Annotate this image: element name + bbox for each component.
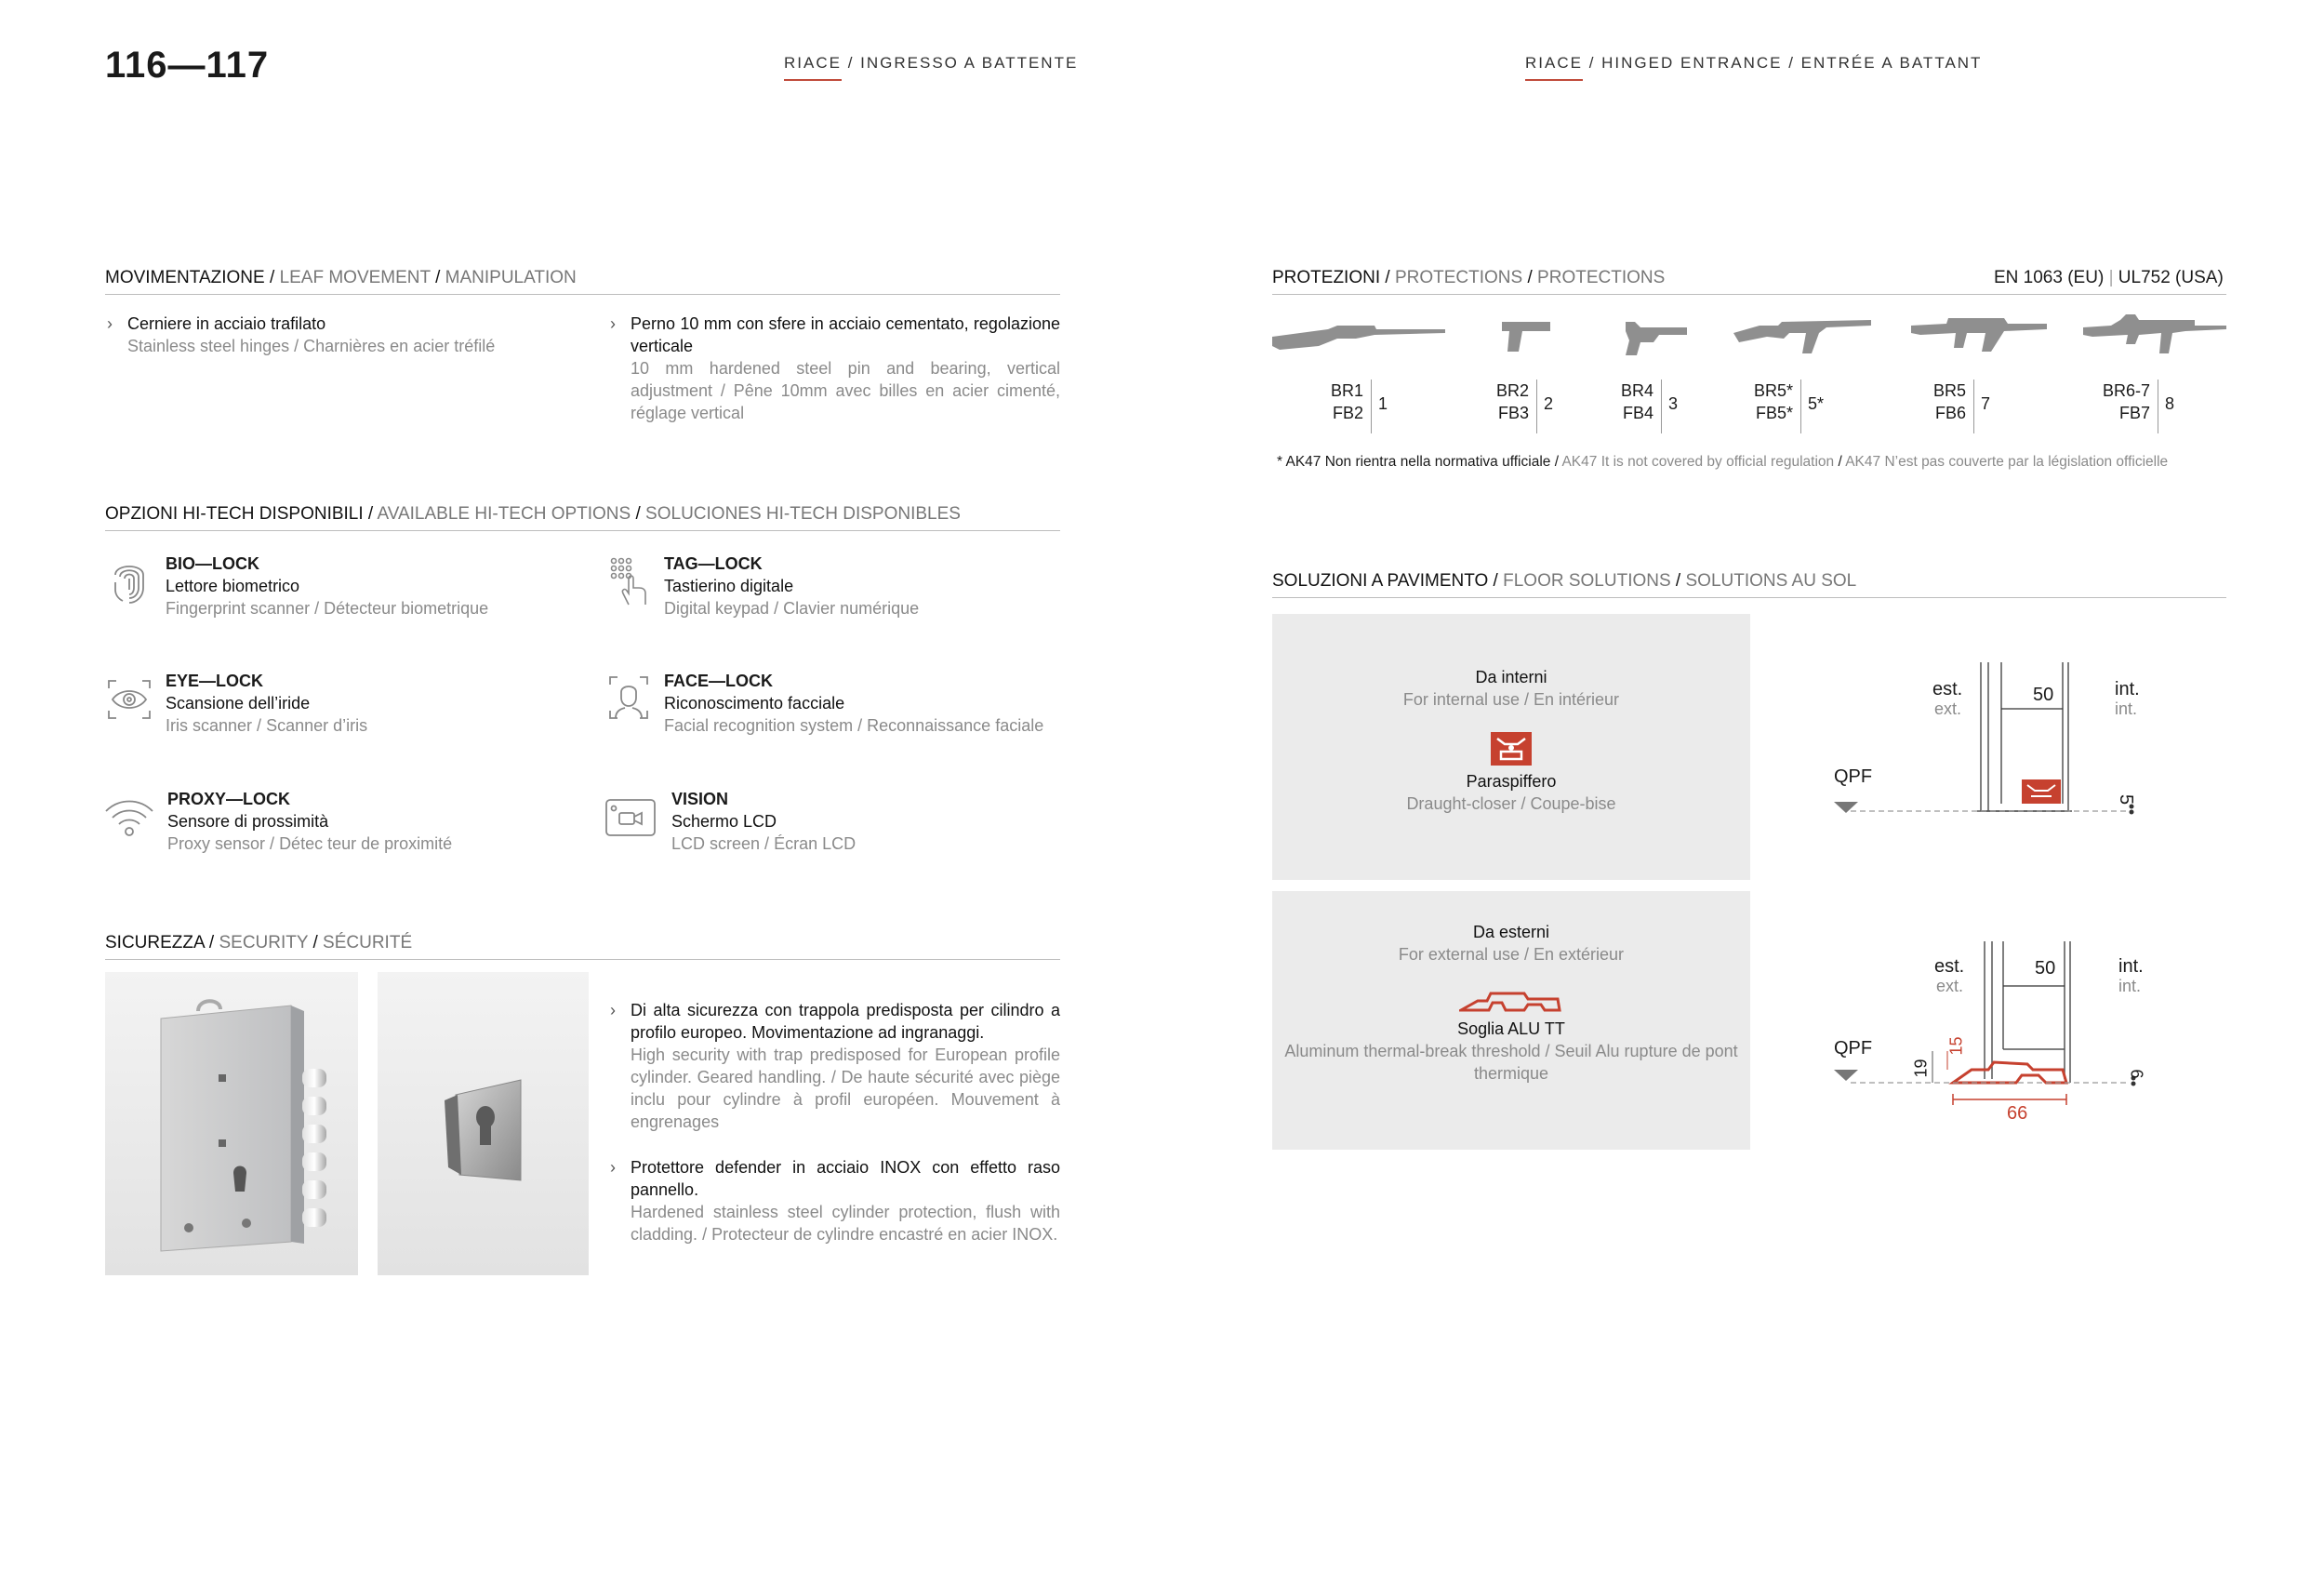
assault-rifle-icon (1911, 313, 2049, 357)
option-tag-lock: TAG—LOCK Tastierino digitale Digital keypad / Clavier numérique (664, 554, 920, 618)
option-eye-lock: EYE—LOCK Scansione dell’iride Iris scanner / Scanner d’iris (166, 672, 368, 735)
class-br5-star: BR5* FB5* 5* (1741, 380, 1843, 433)
chevron-right-icon: › (107, 314, 113, 333)
security-item-trap: › Di alta sicurezza con trappola predisposta per cilindro a profilo europeo. Movimentazione ad ingranaggi. High security with trap predisposed for European profile cylinder. Geared handling. / De haute sécurité avec piège inclu pour cylindre à profil européen. Mouvement à engrenages (610, 1001, 1060, 1131)
draught-closer-icon (1490, 731, 1533, 766)
security-item-defender: › Protettore defender in acciaio INOX con effetto raso pannello. Hardened stainless steel cylinder protection, flush with cladding. / Protecteur de cylindre encastré en acier INOX. (610, 1158, 1060, 1244)
option-bio-lock: BIO—LOCK Lettore biometrico Fingerprint scanner / Détecteur biometrique (166, 554, 489, 618)
eye-scan-icon (107, 679, 152, 720)
running-header-right: RIACE / HINGED ENTRANCE / ENTRÉE A BATTANT (1525, 54, 1983, 72)
fingerprint-icon (110, 556, 149, 606)
revolver-icon (1622, 316, 1689, 357)
movement-section-title: MOVIMENTAZIONE / LEAF MOVEMENT / MANIPULATION (105, 268, 1060, 295)
diag1-width-label: 50 (2033, 685, 2054, 705)
diag2-est-label: est. (1934, 956, 1965, 977)
diag2-ext-label: ext. (1936, 977, 1964, 995)
movement-item-hinges: › Cerniere in acciaio trafilato Stainless steel hinges / Charnières en acier tréfilé (107, 314, 496, 355)
pistol-icon (1500, 318, 1552, 355)
floor-external-box: Da esterni For external use / En extérieur Soglia ALU TT Aluminum thermal-break threshold / Seuil Alu rupture de pont thermique (1272, 891, 1750, 1150)
lock-photo (105, 972, 358, 1275)
face-scan-icon (608, 675, 649, 720)
movement-item-pin: › Perno 10 mm con sfere in acciaio cementato, regolazione verticale 10 mm hardened steel pin and bearing, vertical adjustment / Pêne 10mm avec billes en acier cimenté, réglage vertical (610, 314, 1060, 422)
diag2-int2-label: int. (2118, 977, 2142, 995)
chevron-right-icon: › (610, 314, 616, 333)
option-proxy-lock: PROXY—LOCK Sensore di prossimità Proxy sensor / Détec teur de proximité (167, 790, 453, 853)
diag1-int-label: int. (2115, 679, 2140, 699)
diag2-h19-label: 19 (1911, 1059, 1931, 1078)
threshold-profile-icon (1459, 990, 1563, 1014)
floor-internal-box: Da interni For internal use / En intérieur Paraspiffero Draught-closer / Coupe-bise (1272, 614, 1750, 880)
tactical-rifle-icon (2083, 313, 2228, 359)
class-br5: BR5 FB6 7 (1921, 380, 2014, 433)
chevron-right-icon: › (610, 1158, 616, 1177)
diag2-width-label: 50 (2035, 958, 2056, 979)
protections-footnote: * AK47 Non rientra nella normativa ufficiale / AK47 It is not covered by official regulation / AK47 N’est pas couverte par la législation officielle (1277, 454, 2169, 470)
camera-screen-icon (604, 798, 657, 837)
ak47-icon (1733, 313, 1873, 357)
diag2-h15-label: 15 (1946, 1036, 1966, 1056)
diag1-est-label: est. (1932, 679, 1963, 699)
diag1-gap-label: 5 (2116, 793, 2137, 806)
internal-section-diagram (1823, 651, 2158, 828)
diag1-ext-label: ext. (1934, 699, 1962, 718)
diag2-int-label: int. (2118, 956, 2144, 977)
external-section-diagram (1823, 930, 2158, 1116)
page-number: 116—117 (105, 45, 270, 86)
hitech-section-title: OPZIONI HI-TECH DISPONIBILI / AVAILABLE HI-TECH OPTIONS / SOLUCIONES HI-TECH DISPONIBLES (105, 504, 1060, 531)
defender-illustration (378, 972, 589, 1275)
lock-body-illustration (105, 972, 358, 1275)
rifle-icon (1272, 318, 1447, 355)
class-br4: BR4 FB4 3 (1609, 380, 1702, 433)
protections-section-title: PROTEZIONI / PROTECTIONS / PROTECTIONS (1272, 268, 2226, 295)
class-br6-7: BR6-7 FB7 8 (2091, 380, 2202, 433)
diag1-int2-label: int. (2115, 699, 2138, 718)
chevron-right-icon: › (610, 1001, 616, 1019)
diag2-h6-label: 6 (2127, 1069, 2146, 1079)
standards-label: EN 1063 (EU) | UL752 (USA) (1994, 268, 2224, 287)
defender-photo (378, 972, 589, 1275)
diag1-qpf-label: QPF (1834, 766, 1873, 787)
option-vision: VISION Schermo LCD LCD screen / Écran LCD (671, 790, 857, 853)
keypad-icon (608, 556, 653, 608)
class-br2: BR2 FB3 2 (1484, 380, 1577, 433)
wireless-icon (104, 798, 154, 839)
diag2-qpf-label: QPF (1834, 1038, 1873, 1059)
security-section-title: SICUREZZA / SECURITY / SÉCURITÉ (105, 933, 1060, 960)
class-br1: BR1 FB2 1 (1319, 380, 1412, 433)
option-face-lock: FACE—LOCK Riconoscimento facciale Facial recognition system / Reconnaissance faciale (664, 672, 1044, 735)
running-header-left: RIACE / INGRESSO A BATTENTE (784, 54, 1079, 72)
floor-section-title: SOLUZIONI A PAVIMENTO / FLOOR SOLUTIONS / SOLUTIONS AU SOL (1272, 571, 2226, 598)
diag2-w66-label: 66 (2007, 1103, 2028, 1124)
